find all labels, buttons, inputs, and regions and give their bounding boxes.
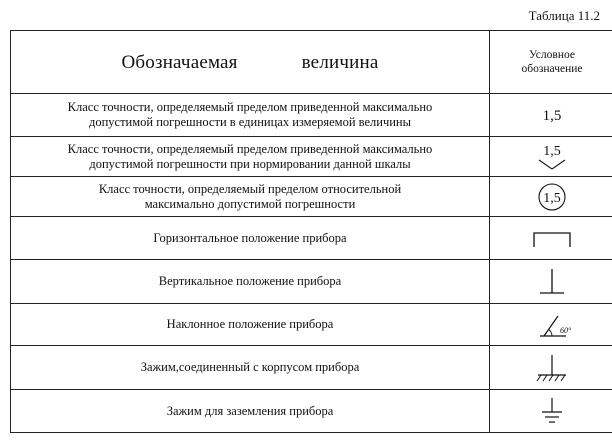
row-description: Горизонтальное положение прибора xyxy=(11,217,490,260)
row-description-line-1: Класс точности, определяемый пределом приведенной максимально xyxy=(67,100,433,114)
row-description xyxy=(11,137,490,177)
table-row xyxy=(11,260,612,304)
table-row xyxy=(11,390,612,433)
horizontal-position-icon xyxy=(522,225,582,251)
accuracy-class-value: 1,5 xyxy=(543,143,561,159)
header-symbol-line-2: обозначение xyxy=(521,63,583,75)
table-row xyxy=(11,346,612,390)
inclination-angle: 60° xyxy=(560,325,572,335)
symbol-cell xyxy=(490,390,612,433)
vertical-position-icon xyxy=(522,265,582,299)
row-description-line-2: допустимой погрешности в единицах измеряемой величины xyxy=(88,115,412,129)
row-description: Наклонное положение прибора xyxy=(11,304,490,346)
symbol-cell xyxy=(490,304,612,346)
check-mark-number-icon xyxy=(522,140,582,174)
table-row xyxy=(11,137,612,177)
accuracy-class-value: 1,5 xyxy=(542,108,562,124)
symbol-cell xyxy=(490,260,612,304)
table-row xyxy=(11,94,612,137)
symbol-cell xyxy=(490,94,612,137)
header-quantity xyxy=(11,31,490,94)
row-description: Вертикальное положение прибора xyxy=(11,260,490,304)
header-word-2: величина xyxy=(301,51,379,73)
row-description-line-1: Класс точности, определяемый пределом приведенной максимально xyxy=(67,141,433,156)
table-row xyxy=(11,177,612,217)
symbol-cell xyxy=(490,217,612,260)
row-description: Зажим для заземления прибора xyxy=(11,390,490,433)
row-description-line-1: Класс точности, определяемый пределом относительной xyxy=(98,181,402,196)
symbol-cell xyxy=(490,346,612,390)
ground-terminal-icon xyxy=(522,394,582,428)
header-symbol xyxy=(490,31,612,94)
symbol-cell xyxy=(490,137,612,177)
table-caption: Таблица 11.2 xyxy=(528,8,600,23)
row-description xyxy=(11,177,490,217)
circled-number-icon xyxy=(522,180,582,214)
row-description xyxy=(11,94,490,137)
row-description-line-2: максимально допустимой погрешности xyxy=(144,196,356,211)
table-row xyxy=(11,217,612,260)
header-word-1: Обозначаемая xyxy=(121,51,238,73)
inclined-position-icon xyxy=(522,308,582,342)
plain-number-icon xyxy=(522,102,582,128)
header-symbol-line-1: Условное xyxy=(529,49,575,61)
row-description: Зажим,соединенный с корпусом прибора xyxy=(11,346,490,390)
symbol-cell xyxy=(490,177,612,217)
accuracy-class-value: 1,5 xyxy=(543,190,561,206)
chassis-terminal-icon xyxy=(522,351,582,385)
table-row xyxy=(11,304,612,346)
table-header-row xyxy=(11,31,612,94)
row-description-line-2: допустимой погрешности при нормировании данной шкалы xyxy=(89,156,411,171)
symbols-table xyxy=(10,30,612,433)
